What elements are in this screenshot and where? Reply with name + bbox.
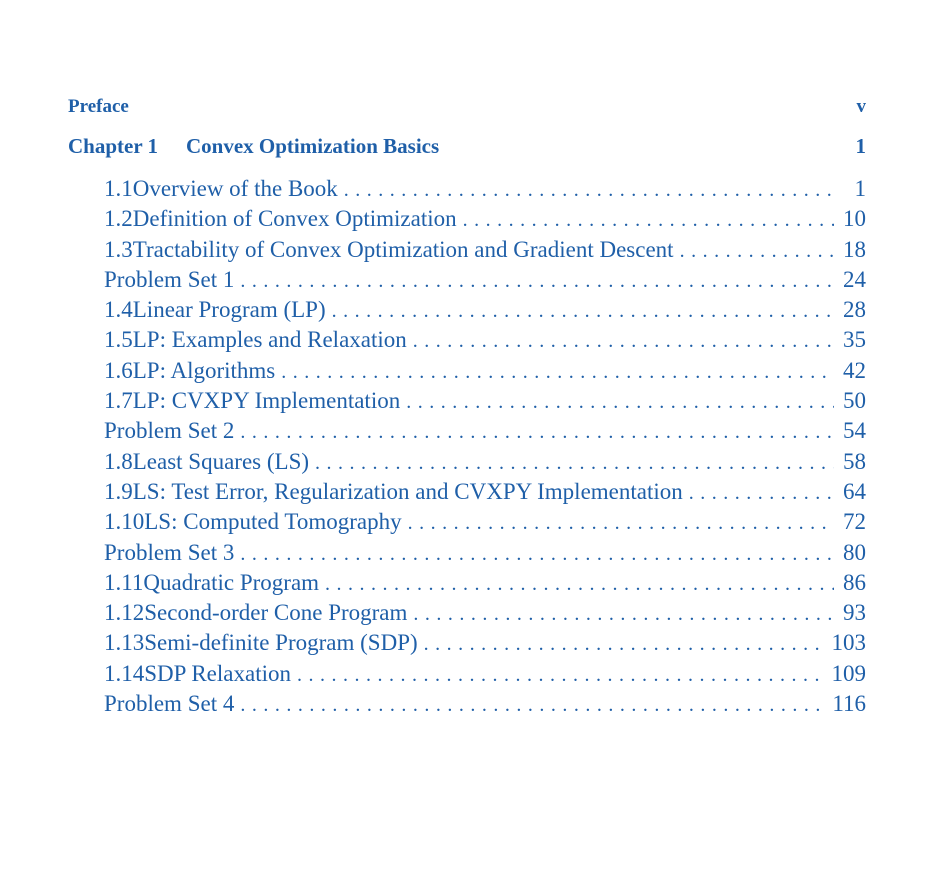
section-title[interactable]: Quadratic Program [143, 569, 320, 595]
page-number: 93 [843, 600, 866, 626]
section-title[interactable]: Second-order Cone Program [144, 600, 408, 626]
section-number: 1.14 [104, 660, 145, 686]
page-number: 109 [831, 660, 866, 686]
dot-leader [408, 512, 834, 535]
page-number: 116 [832, 691, 866, 717]
toc-entry[interactable] [68, 206, 866, 236]
problem-set-title[interactable]: Problem Set 1 [104, 266, 235, 292]
section-number: 1.5 [104, 327, 133, 353]
toc-entry-problem-set[interactable] [68, 267, 866, 297]
dot-leader [240, 421, 834, 444]
dot-leader [413, 603, 834, 626]
table-of-contents [68, 96, 866, 721]
page-number: 42 [843, 357, 866, 383]
section-title[interactable]: Least Squares (LS) [132, 448, 310, 474]
dot-leader [325, 573, 834, 596]
page-number: 50 [843, 388, 866, 414]
section-title[interactable]: Linear Program (LP) [132, 297, 326, 323]
preface-title[interactable]: Preface [68, 96, 129, 117]
dot-leader [240, 270, 834, 293]
section-title[interactable]: LS: Computed Tomography [144, 509, 402, 535]
dot-leader [424, 633, 826, 656]
section-title[interactable]: Tractability of Convex Optimization and Gradient Descent [132, 236, 674, 262]
section-title[interactable]: SDP Relaxation [144, 660, 291, 686]
dot-leader [413, 330, 834, 353]
page-number: 72 [843, 509, 866, 535]
dot-leader [315, 452, 834, 475]
dot-leader [689, 482, 834, 505]
section-number: 1.12 [104, 600, 145, 626]
chapter-page-number: 1 [855, 134, 866, 158]
section-number: 1.11 [104, 569, 144, 595]
section-number: 1.4 [104, 297, 133, 323]
toc-entry-problem-set[interactable] [68, 691, 866, 721]
toc-entry[interactable] [68, 661, 866, 691]
toc-entry[interactable] [68, 600, 866, 630]
page-number: 54 [843, 418, 866, 444]
page-number: 10 [843, 206, 866, 232]
toc-entry[interactable] [68, 237, 866, 267]
toc-entry[interactable] [68, 449, 866, 479]
dot-leader [281, 361, 834, 384]
dot-leader [463, 209, 834, 232]
toc-chapter-row[interactable] [68, 134, 866, 176]
page-number: 58 [843, 448, 866, 474]
section-title[interactable]: LP: Algorithms [132, 357, 276, 383]
section-title[interactable]: Definition of Convex Optimization [132, 206, 457, 232]
section-title[interactable]: LP: CVXPY Implementation [132, 388, 401, 414]
dot-leader [332, 300, 834, 323]
section-number: 1.2 [104, 206, 133, 232]
problem-set-title[interactable]: Problem Set 4 [104, 691, 235, 717]
section-title[interactable]: Overview of the Book [132, 176, 338, 201]
page-number: 35 [843, 327, 866, 353]
page-number: 64 [843, 478, 866, 504]
page-number: 103 [831, 630, 866, 656]
dot-leader [297, 664, 826, 687]
section-title[interactable]: LS: Test Error, Regularization and CVXPY Implementation [132, 478, 683, 504]
section-number: 1.7 [104, 388, 133, 414]
section-title[interactable]: Semi-definite Program (SDP) [144, 630, 418, 656]
toc-preface-row[interactable] [68, 96, 866, 128]
page-number: 1 [854, 176, 866, 201]
page-number: 86 [843, 569, 866, 595]
section-number: 1.6 [104, 357, 133, 383]
toc-entry[interactable] [68, 570, 866, 600]
problem-set-title[interactable]: Problem Set 2 [104, 418, 235, 444]
dot-leader [240, 543, 834, 566]
page-number: 24 [843, 266, 866, 292]
toc-entry[interactable] [68, 509, 866, 539]
toc-entry-problem-set[interactable] [68, 540, 866, 570]
dot-leader [344, 179, 834, 202]
toc-entry[interactable] [68, 327, 866, 357]
dot-leader [680, 240, 834, 263]
section-number: 1.9 [104, 478, 133, 504]
toc-entry[interactable] [68, 358, 866, 388]
section-number: 1.1 [104, 176, 133, 201]
preface-page-number: v [856, 96, 866, 117]
section-number: 1.3 [104, 236, 133, 262]
page-number: 18 [843, 236, 866, 262]
section-number: 1.8 [104, 448, 133, 474]
section-title[interactable]: LP: Examples and Relaxation [132, 327, 407, 353]
toc-entry[interactable] [68, 176, 866, 206]
dot-leader [406, 391, 834, 414]
chapter-number: Chapter 1 [68, 134, 159, 158]
toc-entry[interactable] [68, 297, 866, 327]
dot-leader [240, 694, 826, 717]
toc-entry-problem-set[interactable] [68, 418, 866, 448]
chapter-title[interactable]: Convex Optimization Basics [186, 134, 440, 158]
section-number: 1.13 [104, 630, 145, 656]
toc-entry[interactable] [68, 630, 866, 660]
section-number: 1.10 [104, 509, 145, 535]
toc-entry[interactable] [68, 388, 866, 418]
page-number: 28 [843, 297, 866, 323]
problem-set-title[interactable]: Problem Set 3 [104, 539, 235, 565]
page-number: 80 [843, 539, 866, 565]
toc-entry[interactable] [68, 479, 866, 509]
